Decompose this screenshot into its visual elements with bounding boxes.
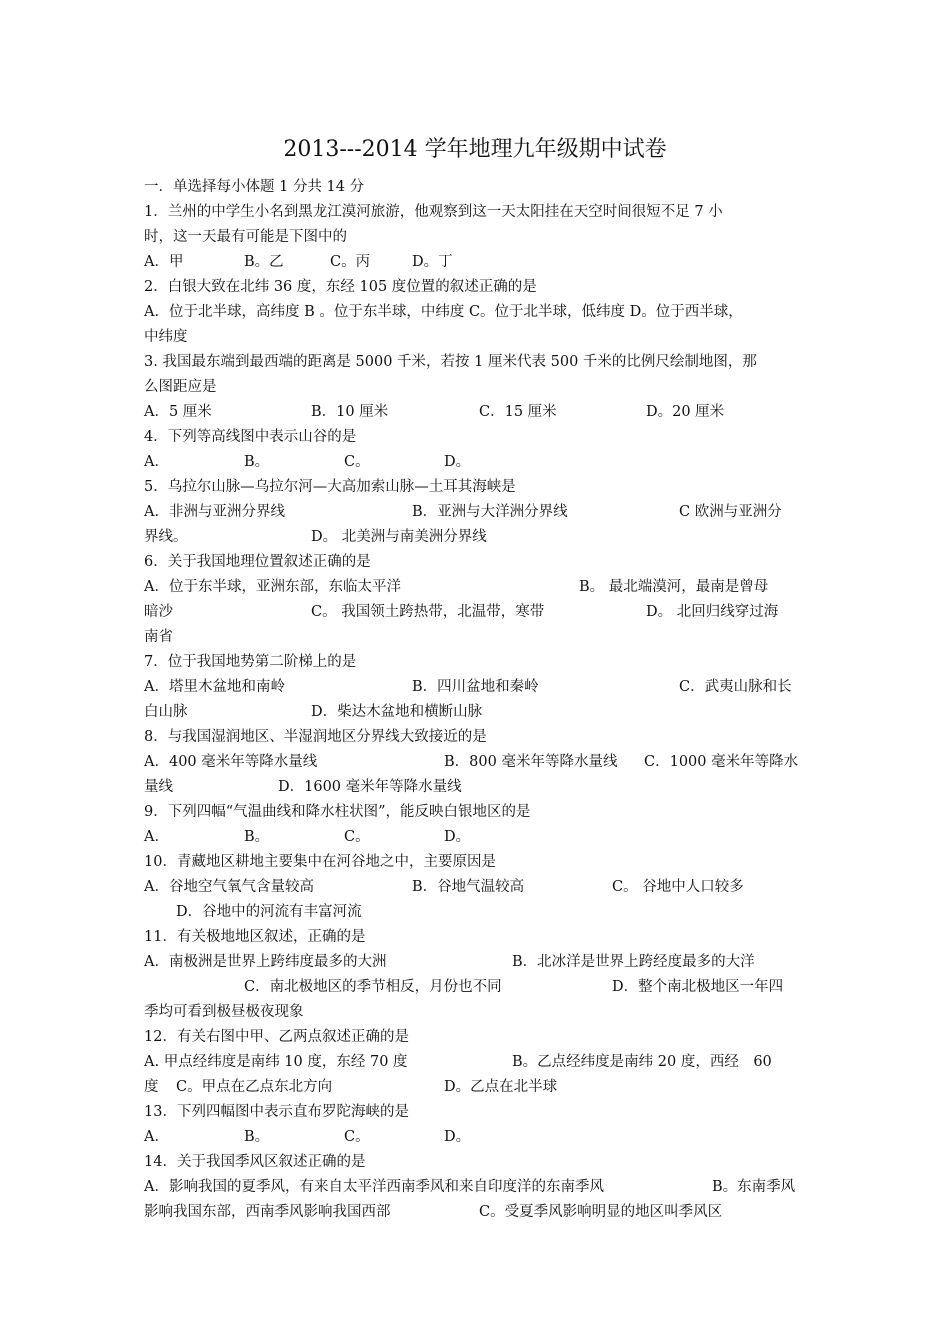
q5-option-c-cont: 界线。: [144, 529, 188, 545]
q7-option-c-cont: 白山脉: [144, 704, 188, 720]
q8-stem: 8．与我国湿润地区、半湿润地区分界线大致接近的是: [144, 729, 487, 745]
q4-option-b: B。: [244, 454, 270, 470]
q7-options-line1: [144, 675, 808, 700]
q13-stem: 13．下列四幅图中表示直布罗陀海峡的是: [144, 1104, 409, 1120]
q10-option-a: A．谷地空气氧气含量较高: [144, 879, 314, 895]
q5-options-line1: [144, 500, 808, 525]
q9-option-b: B。: [244, 829, 270, 845]
q13-option-a: A．: [144, 1129, 169, 1145]
q14-option-c: C。受夏季风影响明显的地区叫季风区: [479, 1204, 723, 1220]
q2-options-line2: 中纬度: [144, 329, 188, 345]
q3-stem-line1: 3. 我国最东端到最西端的距离是 5000 千米，若按 1 厘米代表 500 千米的比例尺绘制地图，那: [144, 354, 757, 370]
q13-option-c: C。: [344, 1129, 370, 1145]
q13-option-b: B。: [244, 1129, 270, 1145]
q1-option-a: A．甲: [144, 254, 184, 270]
q14-options-line1: [144, 1175, 808, 1200]
q11-option-d: D．整个南北极地区一年四: [612, 979, 784, 995]
q3-option-c: C．15 厘米: [479, 404, 557, 420]
q4-option-c: C。: [344, 454, 370, 470]
q8-option-b: B．800 毫米年等降水量线: [444, 754, 618, 770]
q6-option-c: C。 我国领土跨热带，北温带，寒带: [311, 604, 545, 620]
q12-stem: 12．有关右图中甲、乙两点叙述正确的是: [144, 1029, 409, 1045]
q2-options-line1: A．位于北半球，高纬度 B 。位于东半球，中纬度 C。位于北半球，低纬度 D。位于西半球，: [144, 304, 743, 320]
q7-option-a: A．塔里木盆地和南岭: [144, 679, 285, 695]
q7-options-line2: [144, 700, 808, 725]
q11-option-d-cont: 季均可看到极昼极夜现象: [144, 1004, 304, 1020]
q6-option-d-cont: 南省: [144, 629, 173, 645]
q12-options-line2: [144, 1075, 808, 1100]
q10-options-line2: [144, 900, 808, 925]
q11-options-line1: [144, 950, 808, 975]
q14-option-b-cont: 影响我国东部，西南季风影响我国西部: [144, 1204, 391, 1220]
q11-options-line2: [144, 975, 808, 1000]
q3-stem-line2: 么图距应是: [144, 379, 217, 395]
q7-option-c: C．武夷山脉和长: [679, 679, 792, 695]
q3-option-a: A．5 厘米: [144, 404, 212, 420]
q7-option-d: D．柴达木盆地和横断山脉: [311, 704, 483, 720]
q10-option-d: D．谷地中的河流有丰富河流: [176, 904, 362, 920]
q6-stem: 6．关于我国地理位置叙述正确的是: [144, 554, 371, 570]
q10-stem: 10．青藏地区耕地主要集中在河谷地之中，主要原因是: [144, 854, 496, 870]
q4-option-d: D。: [444, 454, 471, 470]
q2-stem: 2．白银大致在北纬 36 度，东经 105 度位置的叙述正确的是: [144, 279, 537, 295]
q12-option-b: B。乙点经纬度是南纬 20 度，西经 60: [512, 1054, 772, 1070]
section-header: 一．单选择每小体题 1 分共 14 分: [144, 179, 365, 195]
q12-option-c: C。甲点在乙点东北方向: [176, 1079, 333, 1095]
q7-stem: 7．位于我国地势第二阶梯上的是: [144, 654, 357, 670]
q1-option-c: C。丙: [330, 254, 371, 270]
q5-option-b: B．亚洲与大洋洲分界线: [412, 504, 568, 520]
q5-option-a: A．非洲与亚洲分界线: [144, 504, 285, 520]
q14-option-b: B。东南季风: [712, 1179, 796, 1195]
q14-stem: 14．关于我国季风区叙述正确的是: [144, 1154, 366, 1170]
q5-option-d: D。 北美洲与南美洲分界线: [311, 529, 487, 545]
q1-option-b: B。乙: [244, 254, 284, 270]
q8-options-line1: [144, 750, 808, 775]
q14-option-a: A．影响我国的夏季风，有来自太平洋西南季风和来自印度洋的东南季风: [144, 1179, 604, 1195]
q6-option-a: A．位于东半球，亚洲东部，东临太平洋: [144, 579, 401, 595]
exam-title: 2013---2014 学年地理九年级期中试卷: [283, 137, 667, 162]
q6-options-line1: [144, 575, 808, 600]
q8-option-a: A．400 毫米年等降水量线: [144, 754, 318, 770]
q13-option-d: D。: [444, 1129, 471, 1145]
q1-stem-line1: 1．兰州的中学生小名到黑龙江漠河旅游，他观察到这一天太阳挂在天空时间很短不足 7 小: [144, 204, 723, 220]
q11-option-b: B．北冰洋是世界上跨经度最多的大洋: [512, 954, 755, 970]
q9-option-c: C。: [344, 829, 370, 845]
q7-option-b: B．四川盆地和秦岭: [412, 679, 539, 695]
q9-options: [144, 825, 808, 850]
q4-option-a: A．: [144, 454, 169, 470]
q3-option-b: B．10 厘米: [311, 404, 389, 420]
q12-options-line1: [144, 1050, 808, 1075]
q5-option-c: C 欧洲与亚洲分: [679, 504, 782, 520]
q8-option-d: D．1600 毫米年等降水量线: [278, 779, 462, 795]
q12-option-a: A. 甲点经纬度是南纬 10 度，东经 70 度: [144, 1054, 408, 1070]
q10-option-b: B．谷地气温较高: [412, 879, 525, 895]
q3-options: [144, 400, 808, 425]
q6-option-d: D。 北回归线穿过海: [646, 604, 779, 620]
q11-option-c: C．南北极地区的季节相反，月份也不同: [244, 979, 502, 995]
q5-options-line2: [144, 525, 808, 550]
q11-stem: 11．有关极地地区叙述，正确的是: [144, 929, 366, 945]
q1-stem-line2: 时，这一天最有可能是下图中的: [144, 229, 347, 245]
q8-option-c-cont: 量线: [144, 779, 173, 795]
q4-stem: 4．下列等高线图中表示山谷的是: [144, 429, 357, 445]
q6-option-b-cont: 暗沙: [144, 604, 173, 620]
q9-option-a: A．: [144, 829, 169, 845]
q10-options-line1: [144, 875, 808, 900]
q10-option-c: C。 谷地中人口较多: [612, 879, 744, 895]
q11-option-a: A．南极洲是世界上跨纬度最多的大洲: [144, 954, 387, 970]
q1-options: [144, 250, 808, 275]
q6-option-b: B。 最北端漠河，最南是曾母: [579, 579, 769, 595]
q13-options: [144, 1125, 808, 1150]
q5-stem: 5．乌拉尔山脉—乌拉尔河—大高加索山脉—土耳其海峡是: [144, 479, 516, 495]
q8-option-c: C．1000 毫米年等降水: [644, 754, 799, 770]
q8-options-line2: [144, 775, 808, 800]
q14-options-line2: [144, 1200, 808, 1225]
q12-option-d: D。乙点在北半球: [444, 1079, 558, 1095]
q1-option-d: D。丁: [412, 254, 453, 270]
q3-option-d: D。20 厘米: [646, 404, 725, 420]
q9-option-d: D。: [444, 829, 471, 845]
q12-option-b-cont: 度: [144, 1079, 159, 1095]
q9-stem: 9．下列四幅“气温曲线和降水柱状图”，能反映白银地区的是: [144, 804, 531, 820]
q6-options-line2: [144, 600, 808, 625]
q4-options: [144, 450, 808, 475]
